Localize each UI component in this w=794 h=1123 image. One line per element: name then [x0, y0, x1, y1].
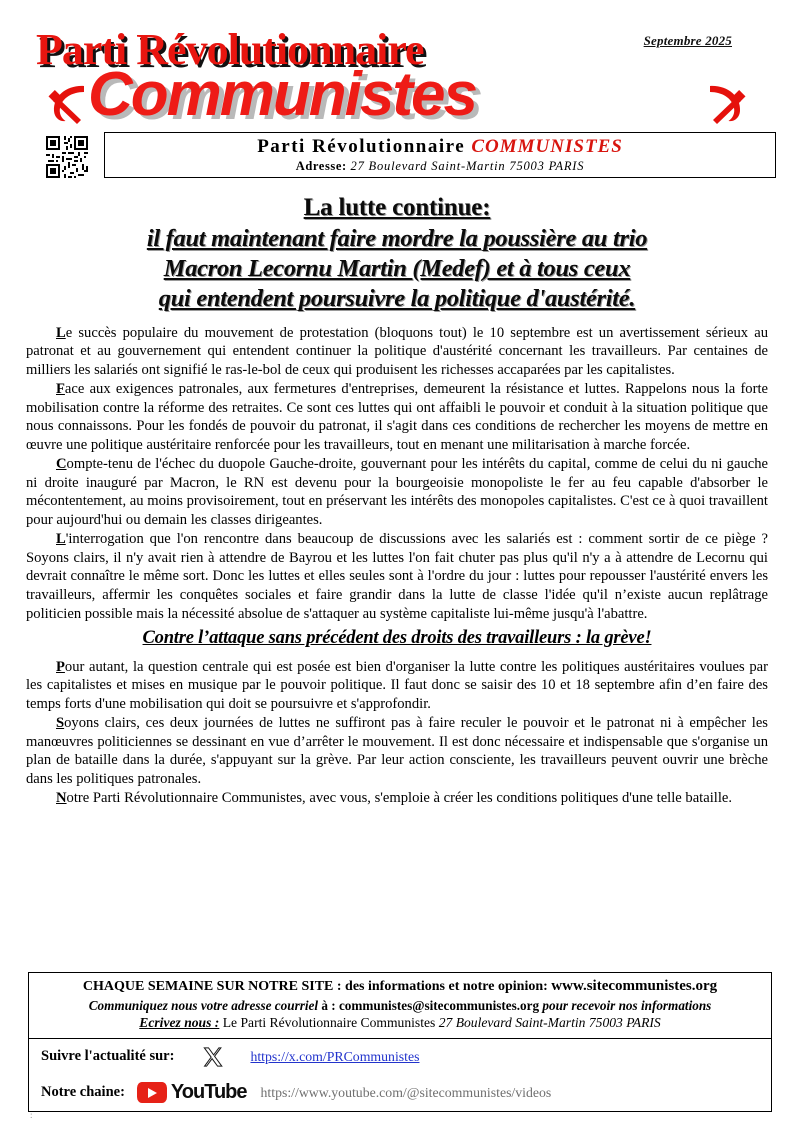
- paragraph: [26, 789, 768, 808]
- paragraph: [26, 658, 768, 714]
- footer-social-row-youtube: [29, 1075, 771, 1111]
- footer-email-suffix: pour recevoir nos informations: [539, 997, 712, 1013]
- footer-email-prefix: Communiquez nous votre adresse courriel: [88, 997, 319, 1013]
- page-tail-marker: :: [30, 1110, 35, 1120]
- footer-email-connector: à :: [318, 997, 339, 1013]
- paragraph-text: 'interrogation que l'on rencontre dans beaucoup de discussions avec les salariés est : comment sortir de ce piège ? Soyons clairs, il n'y avait rien à attendre de Bayrou et les luttes l'on fait chuter pas plus qu'il n'y a à attendre de Lecornu qui devrait connaître le même sort. Donc les luttes et elles seules sont à l'ordre du jour : luttes pour repousser l'austérité envers les travailleurs, affermir les conquêtes sociales et faire grandir dans la lutte de classe l'idée qu'il n’existe aucun replâtrage politicien possible mais la nécessité absolue de s'attaquer au système capitaliste lui-même jusqu'à l'abattre.: [26, 530, 768, 622]
- paragraph-text: e succès populaire du mouvement de protestation (bloquons tout) le 10 septembre est un avertissement sérieux au patronat et au gouvernement qui entendent continuer la politique d'austérité concernant les travailleurs. Par centaines de milliers les salariés ont signifié le ras-le-bol de ceux qui produisent les richesses accaparées par les capitalistes.: [26, 324, 768, 379]
- organisation-name: [105, 136, 775, 158]
- address-label: Adresse:: [295, 158, 347, 173]
- x-twitter-icon[interactable]: [202, 1046, 224, 1068]
- paragraph-text: oyons clairs, ces deux journées de luttes ne suffiront pas à faire reculer le pouvoir et le patronat ni à empêcher les manœuvres politiciennes se dessinant en vue d’arrêter le mouvement. Il est donc nécessaire et indispensable que s'organise un plan de bataille dans la durée, s'appuyant sur la grève. Par leur action consciente, les travailleurs peuvent ouvrir une brèche dans les politiques patronales.: [26, 714, 768, 788]
- organisation-address-box: [104, 132, 776, 178]
- issue-date: Septembre 2025: [643, 33, 732, 48]
- footer-website-url[interactable]: www.sitecommunistes.org: [551, 978, 718, 994]
- article-body-part-2: [26, 658, 768, 808]
- footer-social-row-x: [29, 1039, 771, 1075]
- headline-line-1: La lutte continue:: [303, 194, 491, 221]
- follow-us-label: Suivre l'actualité sur:: [41, 1048, 175, 1065]
- youtube-play-badge: [137, 1082, 167, 1103]
- org-name-red: COMMUNISTES: [471, 136, 623, 157]
- paragraph-text: otre Parti Révolutionnaire Communistes, avec vous, s'emploie à créer les conditions politiques d'une telle bataille.: [66, 789, 733, 806]
- identity-bar: [0, 132, 794, 184]
- paragraph: [26, 455, 768, 530]
- paragraph: [26, 380, 768, 455]
- masthead: [0, 0, 794, 128]
- footer-org-name: Le Parti Révolutionnaire Communistes: [219, 1015, 439, 1031]
- paragraph: [26, 530, 768, 624]
- headline: [26, 193, 768, 315]
- paragraph-initial: N: [56, 789, 67, 806]
- footer-website-prefix: CHAQUE SEMAINE SUR NOTRE SITE : des informations et notre opinion: [82, 979, 544, 994]
- footer-email-address[interactable]: communistes@sitecommunistes.org: [338, 997, 540, 1013]
- youtube-channel-link[interactable]: https://www.youtube.com/@sitecommunistes/videos: [260, 1084, 552, 1100]
- organisation-address: [105, 159, 775, 174]
- youtube-wordmark: YouTube: [170, 1081, 247, 1104]
- paragraph-initial: L: [56, 530, 66, 547]
- footer-website-separator: :: [543, 979, 552, 994]
- youtube-icon[interactable]: [137, 1081, 247, 1104]
- paragraph-initial: C: [56, 455, 67, 472]
- hammer-sickle-icon: [42, 78, 94, 128]
- article-subheading: Contre l’attaque sans précédent des droits des travailleurs : la grève!: [142, 627, 652, 648]
- paragraph-initial: L: [56, 324, 66, 341]
- paragraph: [26, 714, 768, 789]
- play-triangle-icon: [148, 1088, 157, 1098]
- footer-email-line: [35, 997, 765, 1015]
- headline-line-4: qui entendent poursuivre la politique d'austérité.: [158, 285, 636, 313]
- headline-line-3: Macron Lecornu Martin (Medef) et à tous ceux: [163, 254, 631, 282]
- paragraph-initial: F: [56, 380, 65, 397]
- our-channel-label: [41, 1084, 125, 1101]
- footer-write-label: Ecrivez nous :: [139, 1015, 220, 1031]
- org-name-black: Parti Révolutionnaire: [257, 136, 466, 157]
- footer-postal-address: 27 Boulevard Saint-Martin 75003 PARIS: [438, 1015, 661, 1031]
- footer-website-line: [35, 977, 765, 997]
- article-body-part-1: [26, 324, 768, 624]
- headline-line-2: il faut maintenant faire mordre la poussière au trio: [146, 224, 648, 252]
- paragraph: [26, 324, 768, 380]
- logo-line-parti-revolutionnaire: Parti Révolutionnaire: [36, 25, 424, 74]
- our-channel-text: Notre chaine: [41, 1084, 121, 1101]
- address-value: 27 Boulevard Saint-Martin 75003 PARIS: [350, 158, 585, 173]
- logo-line-communistes: Communistes: [88, 60, 476, 129]
- paragraph-text: our autant, la question centrale qui est posée est bien d'organiser la lutte contre les politiques austéritaires voulues par les capitalistes et mises en musique par le pouvoir politique. Il faut donc se saisir des 10 et 18 septembre afin d’en faire des temps forts d'une mobilisation qui doit se poursuivre et s'approfondir.: [26, 658, 768, 713]
- hammer-sickle-icon: [700, 78, 752, 128]
- footer-contact-box: [28, 972, 772, 1112]
- paragraph-text: ompte-tenu de l'échec du duopole Gauche-droite, gouvernant pour les intérêts du capital, comme de celui du ni gauche ni droite inauguré par Macron, le RN est devenu pour la bourgeoisie monopoliste le fer au feu capable d'absorber le mécontentement, au moins provisoirement, tout en préservant les intérêts des monopoles capitalistes. C'est ce à quoi travaillent pour aujourd'hui ou demain les classes dirigeantes.: [26, 455, 768, 529]
- paragraph-text: ace aux exigences patronales, aux fermetures d'entreprises, demeurent la résistance et luttes. Rappelons nous la forte mobilisation contre la réforme des retraites. Ce sont ces luttes qui ont affaibli le pouvoir et conduit à la situation politique que nous connaissons. Pour les fondés de pouvoir du patronat, il s'agit dans ces conditions de rechercher les moyens de mettre en œuvre une politique austéritaire renforcée pour les travailleurs, tout en menant une militarisation à marche forcée.: [26, 380, 768, 454]
- footer-contact-lines: [29, 973, 771, 1039]
- footer-postal-line: [35, 1014, 765, 1032]
- our-channel-colon: :: [120, 1084, 125, 1101]
- qr-code-icon: [44, 134, 90, 180]
- paragraph-initial: S: [56, 714, 65, 731]
- x-profile-link[interactable]: https://x.com/PRCommunistes: [250, 1048, 420, 1064]
- paragraph-initial: P: [56, 658, 65, 675]
